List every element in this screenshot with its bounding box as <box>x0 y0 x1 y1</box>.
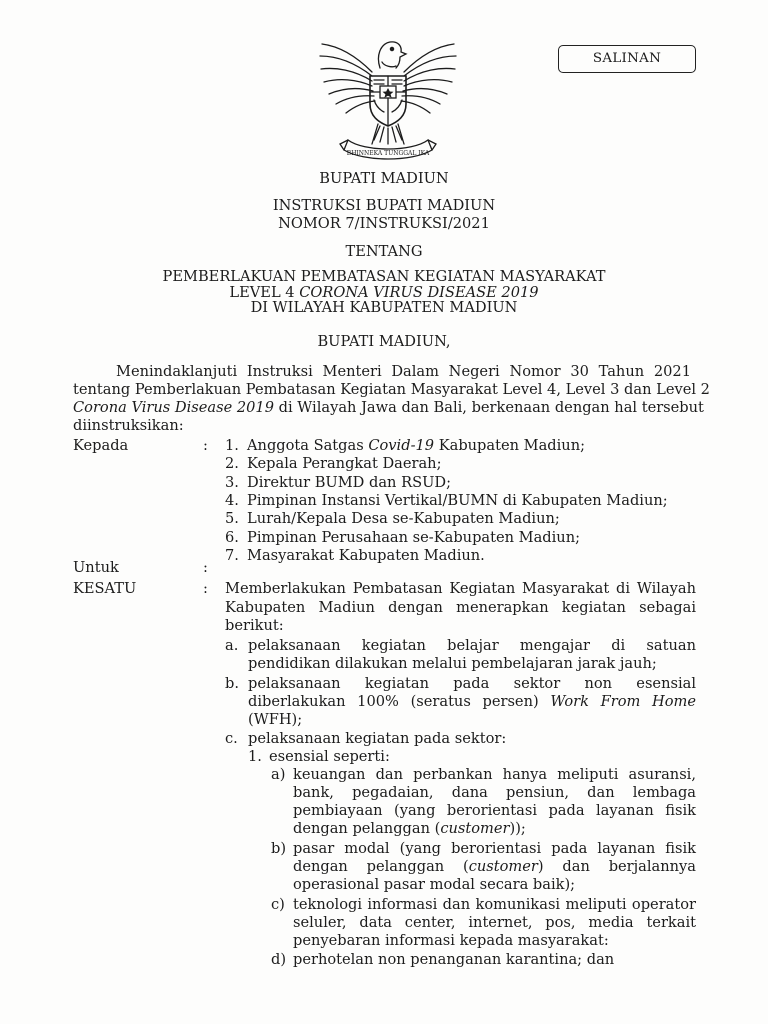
recipient-text: Anggota Satgas <box>247 437 369 454</box>
garuda-emblem-icon <box>314 32 462 164</box>
item-c1-label: 1. <box>248 748 262 765</box>
recipient-item <box>225 455 442 472</box>
sub-b-line-3: operasional pasar modal secara baik); <box>293 876 576 893</box>
kesatu-label: KESATU <box>73 580 137 597</box>
issuer-heading: BUPATI MADIUN, <box>317 333 451 350</box>
sub-b-label: b) <box>271 840 287 857</box>
recipient-number: 5. <box>225 510 239 528</box>
recipient-number: 6. <box>225 528 239 546</box>
recipient-number: 7. <box>225 546 239 564</box>
recipient-text: Pimpinan Instansi Vertikal/BUMN di Kabupaten Madiun; <box>247 491 668 509</box>
document-number: NOMOR 7/INSTRUKSI/2021 <box>278 215 490 232</box>
sub-c-line-3: penyebaran informasi kepada masyarakat: <box>293 932 609 949</box>
kesatu-intro-2: Kabupaten Madiun dengan menerapkan kegiatan sebagai <box>225 599 696 616</box>
item-a-line-1: pelaksanaan kegiatan belajar mengajar di satuan <box>248 637 696 654</box>
sub-d-line-1: perhotelan non penanganan karantina; dan <box>293 951 615 968</box>
document-title: INSTRUKSI BUPATI MADIUN <box>272 197 496 214</box>
preamble-line-4: diinstruksikan: <box>73 417 184 434</box>
item-c-label: c. <box>225 730 238 747</box>
recipient-number: 2. <box>225 455 239 473</box>
item-a-line-2: pendidikan dilakukan melalui pembelajaran jarak jauh; <box>248 655 657 672</box>
subject-line-1: PEMBERLAKUAN PEMBATASAN KEGIATAN MASYARAKAT <box>162 268 606 285</box>
kesatu-colon: : <box>203 580 208 597</box>
kepada-colon: : <box>203 437 208 454</box>
preamble-line-1: Menindaklanjuti Instruksi Menteri Dalam Negeri Nomor 30 Tahun 2021 <box>116 363 691 380</box>
sub-a-line-4: dengan pelanggan (customer)); <box>293 820 526 837</box>
kepada-label: Kepada <box>73 437 129 454</box>
item-b-line-1: pelaksanaan kegiatan pada sektor non esensial <box>248 675 696 692</box>
item-b-label: b. <box>225 675 239 692</box>
recipient-number: 1. <box>225 437 239 454</box>
recipient-item <box>225 529 580 546</box>
recipient-number: 4. <box>225 491 239 509</box>
sub-c-label: c) <box>271 896 285 913</box>
emblem-motto: BHINNEKA TUNGGAL IKA <box>346 150 430 157</box>
sub-a-label: a) <box>271 766 286 783</box>
recipient-text: Kepala Perangkat Daerah; <box>247 455 442 473</box>
subject-line-3: DI WILAYAH KABUPATEN MADIUN <box>250 299 518 316</box>
sub-c-line-1: teknologi informasi dan komunikasi meliputi operator <box>293 896 696 913</box>
recipient-text: Masyarakat Kabupaten Madiun. <box>247 546 485 564</box>
sub-b-line-2: dengan pelanggan (customer) dan berjalannya <box>293 858 696 875</box>
recipient-text-post: Kabupaten Madiun; <box>434 437 586 454</box>
item-c-line-1: pelaksanaan kegiatan pada sektor: <box>248 730 507 747</box>
item-a-label: a. <box>225 637 239 654</box>
sub-a-line-1: keuangan dan perbankan hanya meliputi asuransi, <box>293 766 696 783</box>
sub-c-line-2: seluler, data center, internet, pos, media terkait <box>293 914 696 931</box>
recipient-item <box>225 547 485 564</box>
sub-d-label: d) <box>271 951 287 968</box>
recipient-text: Pimpinan Perusahaan se-Kabupaten Madiun; <box>247 528 581 546</box>
recipient-item <box>225 474 451 491</box>
item-b-line-3: (WFH); <box>248 711 303 728</box>
sub-b-line-1: pasar modal (yang berorientasi pada layanan fisik <box>293 840 696 857</box>
item-b-line-2: diberlakukan 100% (seratus persen) Work From Home <box>248 693 697 710</box>
recipient-item <box>225 510 560 527</box>
recipient-italic: Covid-19 <box>368 437 435 454</box>
kesatu-intro-3: berikut: <box>225 617 284 634</box>
subject-line-2: LEVEL 4 CORONA VIRUS DISEASE 2019 <box>229 284 539 301</box>
preamble-line-2: tentang Pemberlakuan Pembatasan Kegiatan Masyarakat Level 4, Level 3 dan Level 2 <box>73 381 710 398</box>
authority-heading: BUPATI MADIUN <box>319 170 449 187</box>
tentang-label: TENTANG <box>345 243 423 260</box>
item-c1-text: esensial seperti: <box>269 748 390 765</box>
salinan-stamp: SALINAN <box>558 45 696 73</box>
recipient-item <box>225 492 668 509</box>
recipient-item <box>225 437 585 454</box>
recipient-text: Direktur BUMD dan RSUD; <box>247 473 451 491</box>
sub-a-line-3: pembiayaan (yang berorientasi pada layanan fisik <box>293 802 696 819</box>
kesatu-intro-1: Memberlakukan Pembatasan Kegiatan Masyarakat di Wilayah <box>225 580 696 597</box>
untuk-colon: : <box>203 559 208 576</box>
untuk-label: Untuk <box>73 559 119 576</box>
recipient-number: 3. <box>225 473 239 491</box>
preamble-line-3: Corona Virus Disease 2019 di Wilayah Jawa dan Bali, berkenaan dengan hal tersebut <box>73 399 704 416</box>
sub-a-line-2: bank, pegadaian, dana pensiun, dan lembaga <box>293 784 696 801</box>
recipient-text: Lurah/Kepala Desa se-Kabupaten Madiun; <box>247 510 560 528</box>
